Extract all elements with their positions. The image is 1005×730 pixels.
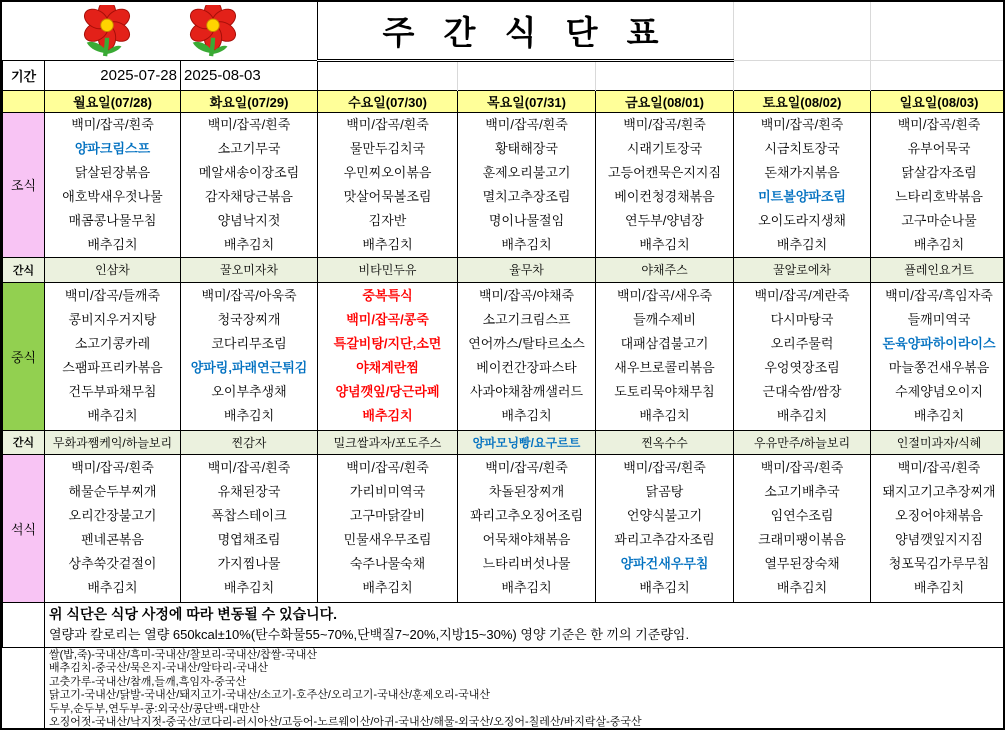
meal-label-lunch: 중식 <box>3 282 45 430</box>
menu-item: 소고기무국 <box>217 140 281 156</box>
menu-item: 가리비미역국 <box>349 484 426 499</box>
menu-item: 명엽채조림 <box>217 532 281 547</box>
breakfast-day-2 <box>181 112 318 257</box>
menu-item: 돈채가지볶음 <box>764 164 840 180</box>
menu-item: 미트볼양파조림 <box>758 188 846 204</box>
flowers-decoration <box>3 2 318 60</box>
dinner-day-7 <box>871 454 1005 602</box>
empty-cell <box>734 2 871 60</box>
menu-item: 백미/잡곡/흰죽 <box>346 116 429 132</box>
menu-item: 비타민두유 <box>358 263 417 277</box>
menu-item: 밀크쌀과자/포도주스 <box>333 435 442 450</box>
notice-nutrition: 열량과 칼로리는 열량 650kcal±10%(탄수화물55~70%,단백질7~20%,지방15~30%) 영양 기준은 한 끼의 기준량임. <box>49 627 690 642</box>
menu-item: 느타리호박볶음 <box>895 188 983 204</box>
menu-item: 백미/잡곡/콩죽 <box>346 312 429 327</box>
empty-cell <box>596 60 734 90</box>
empty-side-cell <box>3 602 45 647</box>
menu-item: 우엉엿장조림 <box>764 360 840 375</box>
period-end-date: 2025-08-03 <box>181 60 318 90</box>
day-header-corner <box>3 90 45 112</box>
meal-row-snack-pm <box>3 430 1005 454</box>
menu-item: 폭찹스테이크 <box>211 508 287 523</box>
menu-item: 배추김치 <box>639 408 690 423</box>
breakfast-day-7 <box>871 112 1005 257</box>
lunch-day-7 <box>871 282 1005 430</box>
breakfast-day-6 <box>734 112 871 257</box>
menu-item: 감자채당근볶음 <box>205 188 293 204</box>
menu-item: 연두부/양념장 <box>625 212 704 228</box>
page-title: 주 간 식 단 표 <box>318 2 734 60</box>
snack-am-day-5 <box>596 257 734 282</box>
period-label: 기간 <box>3 60 45 90</box>
menu-item: 꿀오미자차 <box>220 263 278 277</box>
breakfast-day-1 <box>45 112 181 257</box>
menu-item: 배추김치 <box>913 580 965 595</box>
menu-item: 임연수조림 <box>770 508 834 523</box>
menu-item: 유채된장국 <box>217 484 281 499</box>
menu-item: 느타리버섯나물 <box>482 556 571 571</box>
menu-item: 맛살어묵볼조림 <box>343 188 432 204</box>
snack-pm-day-7 <box>871 430 1005 454</box>
menu-item: 배추김치 <box>87 408 138 423</box>
dinner-day-4 <box>458 454 596 602</box>
empty-cell <box>458 60 596 90</box>
snack-pm-day-2 <box>181 430 318 454</box>
origins-row <box>3 647 1005 730</box>
menu-item: 백미/잡곡/흰죽 <box>207 460 291 475</box>
menu-item: 배추김치 <box>501 580 552 595</box>
menu-item: 인절미과자/식혜 <box>896 435 982 450</box>
menu-item: 청포묵김가루무침 <box>888 556 990 571</box>
empty-cell <box>871 60 1005 90</box>
menu-item: 꿀알로에차 <box>773 263 832 277</box>
flower-icon <box>163 5 263 59</box>
day-header-sat: 토요일(08/02) <box>734 90 871 112</box>
notes-row <box>3 602 1005 647</box>
menu-item: 배추김치 <box>87 236 138 252</box>
breakfast-day-3 <box>318 112 458 257</box>
lunch-day-6 <box>734 282 871 430</box>
period-start-date: 2025-07-28 <box>45 60 181 90</box>
menu-item: 인삼차 <box>95 263 130 277</box>
menu-item: 유부어묵국 <box>907 140 971 156</box>
menu-item: 연어까스/탈타르소스 <box>468 336 585 351</box>
meal-label-snack-am: 간식 <box>3 257 45 282</box>
menu-item: 백미/잡곡/흰죽 <box>623 460 706 475</box>
dinner-day-5 <box>596 454 734 602</box>
lunch-day-2 <box>181 282 318 430</box>
day-header-sun: 일요일(08/03) <box>871 90 1005 112</box>
menu-item: 특갈비탕/지단,소면 <box>333 336 442 351</box>
origin-line-tofu: 두부,순두부,연두부-콩:외국산/콩단백-대만산 <box>49 702 260 715</box>
menu-item: 백미/잡곡/흰죽 <box>71 460 154 475</box>
menu-item: 대패삼겹불고기 <box>620 336 709 351</box>
menu-item: 스팸파프리카볶음 <box>62 360 163 375</box>
menu-item: 백미/잡곡/흰죽 <box>760 116 844 132</box>
menu-item: 백미/잡곡/야채죽 <box>478 288 575 303</box>
menu-item: 배추김치 <box>223 408 275 423</box>
menu-item: 백미/잡곡/흰죽 <box>897 460 981 475</box>
menu-item: 수제양념오이지 <box>895 384 983 399</box>
menu-item: 배추김치 <box>501 408 552 423</box>
meal-row-lunch <box>3 282 1005 430</box>
menu-item: 고구마닭갈비 <box>349 508 426 523</box>
snack-am-day-7 <box>871 257 1005 282</box>
dinner-day-1 <box>45 454 181 602</box>
menu-item: 근대숙쌈/쌈장 <box>762 384 842 399</box>
menu-item: 백미/잡곡/새우죽 <box>616 288 713 303</box>
menu-item: 매콤콩나물무침 <box>68 212 157 228</box>
menu-item: 플레인요거트 <box>904 263 974 277</box>
menu-item: 꽈리고추감자조림 <box>614 532 715 547</box>
day-header-row <box>3 90 1005 112</box>
meal-row-snack-am <box>3 257 1005 282</box>
menu-item: 백미/잡곡/흰죽 <box>71 116 154 132</box>
menu-item: 야채계란찜 <box>356 360 419 375</box>
snack-pm-day-5 <box>596 430 734 454</box>
empty-side-cell <box>3 647 45 730</box>
menu-item: 우유만주/하늘보리 <box>753 435 851 450</box>
menu-item: 시래기토장국 <box>626 140 703 156</box>
notice-variability: 위 식단은 식당 사정에 따라 변동될 수 있습니다. <box>49 606 338 622</box>
menu-item: 백미/잡곡/들깨죽 <box>64 288 161 303</box>
menu-item: 배추김치 <box>776 580 828 595</box>
menu-item: 건두부파채무침 <box>68 384 157 399</box>
menu-item: 소고기크림스프 <box>482 312 571 327</box>
meal-label-breakfast: 조식 <box>3 112 45 257</box>
lunch-day-3 <box>318 282 458 430</box>
dinner-day-2 <box>181 454 318 602</box>
origin-line-spices: 고춧가루-국내산/참깨,들깨,흑임자-중국산 <box>49 675 247 688</box>
menu-item: 다시마탕국 <box>770 312 834 327</box>
menu-item: 배추김치 <box>639 236 690 252</box>
menu-item: 시금치토장국 <box>764 140 840 156</box>
menu-item: 닭곰탕 <box>645 484 684 499</box>
menu-item: 애호박새우젓나물 <box>62 188 163 204</box>
menu-item: 청국장찌개 <box>217 312 281 327</box>
menu-item: 열무된장숙채 <box>764 556 840 571</box>
menu-item: 찐옥수수 <box>641 435 688 450</box>
menu-item: 고등어캔묵은지지짐 <box>608 164 722 180</box>
menu-item: 우민찌오이볶음 <box>343 164 432 180</box>
header-band <box>3 2 1005 60</box>
snack-pm-day-6 <box>734 430 871 454</box>
menu-item: 양파건새우무침 <box>620 556 709 571</box>
origin-line-kimchi: 배추김치-중국산/묵은지-국내산/알타리-국내산 <box>49 662 268 675</box>
menu-item: 율무차 <box>509 263 544 277</box>
menu-item: 소고기콩카레 <box>74 336 151 351</box>
origin-line-meat: 닭고기-국내산/닭발-국내산/돼지고기-국내산/소고기-호주산/오리고기-국내산/훈제오리-국내산 <box>49 689 491 702</box>
menu-item: 오리주물럭 <box>770 336 834 351</box>
menu-item: 야채주스 <box>641 263 688 277</box>
meal-row-breakfast <box>3 112 1005 257</box>
menu-item: 메알새송이장조림 <box>198 164 300 180</box>
menu-item: 소고기배추국 <box>764 484 840 499</box>
day-header-fri: 금요일(08/01) <box>596 90 734 112</box>
menu-item: 크래미팽이볶음 <box>758 532 846 547</box>
menu-item: 오이도라지생채 <box>758 212 846 228</box>
menu-item: 백미/잡곡/흰죽 <box>760 460 844 475</box>
menu-item: 훈제오리불고기 <box>482 164 571 180</box>
period-row <box>3 60 1005 90</box>
menu-item: 언양식불고기 <box>626 508 703 523</box>
snack-pm-day-3 <box>318 430 458 454</box>
menu-item: 백미/잡곡/흑임자죽 <box>885 288 993 303</box>
origin-line-seafood: 오징어젓-국내산/낙지젓-중국산/코다리-러시아산/고등어-노르웨이산/아귀-국내산/해물-외국산/오징어-칠레산/바지락살-중국산 <box>49 716 642 729</box>
menu-item: 멸치고추장조림 <box>482 188 571 204</box>
menu-item: 백미/잡곡/흰죽 <box>485 460 568 475</box>
menu-item: 민물새우무조림 <box>343 532 432 547</box>
menu-item: 사과야채참깨샐러드 <box>470 384 584 399</box>
lunch-day-1 <box>45 282 181 430</box>
breakfast-day-5 <box>596 112 734 257</box>
menu-item: 들깨수제비 <box>633 312 696 327</box>
menu-item: 백미/잡곡/흰죽 <box>897 116 981 132</box>
menu-item: 닭살감자조림 <box>901 164 977 180</box>
snack-am-day-3 <box>318 257 458 282</box>
snack-pm-day-4 <box>458 430 596 454</box>
menu-item: 펜네콘볶음 <box>81 532 144 547</box>
menu-item: 코다리무조림 <box>211 336 287 351</box>
menu-item: 돈육양파하이라이스 <box>882 336 996 351</box>
menu-item: 배추김치 <box>223 580 275 595</box>
origin-line-rice: 쌀(밥,죽)-국내산/흑미-국내산/찰보리-국내산/찹쌀-국내산 <box>49 648 317 661</box>
menu-item: 도토리묵야채무침 <box>614 384 715 399</box>
menu-item: 배추김치 <box>362 408 413 423</box>
lunch-day-5 <box>596 282 734 430</box>
menu-item: 백미/잡곡/계란죽 <box>754 288 850 303</box>
menu-item: 배추김치 <box>913 236 965 252</box>
menu-item: 새우브로콜리볶음 <box>614 360 715 375</box>
menu-item: 숙주나물숙채 <box>349 556 426 571</box>
menu-item: 배추김치 <box>501 236 552 252</box>
menu-item: 백미/잡곡/아욱죽 <box>201 288 297 303</box>
menu-item: 어묵채야채볶음 <box>482 532 571 547</box>
menu-item: 배추김치 <box>87 580 138 595</box>
menu-item: 김자반 <box>368 212 407 228</box>
snack-am-day-2 <box>181 257 318 282</box>
menu-item: 백미/잡곡/흰죽 <box>346 460 429 475</box>
menu-item: 양파링,파래연근튀김 <box>190 360 308 375</box>
menu-item: 배추김치 <box>776 236 828 252</box>
snack-am-day-1 <box>45 257 181 282</box>
meal-label-dinner: 석식 <box>3 454 45 602</box>
menu-item: 양파모닝빵/요구르트 <box>472 435 581 450</box>
menu-item: 양념깻잎/당근라페 <box>335 384 440 399</box>
menu-item: 배추김치 <box>223 236 275 252</box>
menu-item: 베이컨청경채볶음 <box>614 188 715 204</box>
snack-pm-day-1 <box>45 430 181 454</box>
empty-cell <box>318 60 458 90</box>
menu-item: 마늘쫑건새우볶음 <box>888 360 990 375</box>
breakfast-day-4 <box>458 112 596 257</box>
menu-item: 찐감자 <box>231 435 267 450</box>
flower-icon <box>57 5 157 59</box>
menu-item: 오이부추생채 <box>211 384 287 399</box>
menu-item: 중복특식 <box>362 288 413 303</box>
menu-item: 닭살된장볶음 <box>74 164 151 180</box>
dinner-day-3 <box>318 454 458 602</box>
menu-item: 상추쑥갓겉절이 <box>68 556 157 571</box>
day-header-thu: 목요일(07/31) <box>458 90 596 112</box>
day-header-wed: 수요일(07/30) <box>318 90 458 112</box>
menu-item: 오리간장불고기 <box>68 508 157 523</box>
menu-item: 베이컨간장파스타 <box>476 360 577 375</box>
menu-item: 고구마순나물 <box>901 212 977 228</box>
menu-item: 백미/잡곡/흰죽 <box>207 116 291 132</box>
empty-cell <box>734 60 871 90</box>
day-header-mon: 월요일(07/28) <box>45 90 181 112</box>
menu-item: 백미/잡곡/흰죽 <box>485 116 568 132</box>
menu-item: 배추김치 <box>913 408 965 423</box>
menu-item: 꽈리고추오징어조림 <box>470 508 584 523</box>
menu-table <box>2 2 1005 730</box>
snack-am-day-6 <box>734 257 871 282</box>
menu-item: 무화과쨈케익/하늘보리 <box>52 435 173 450</box>
menu-item: 콩비지우거지탕 <box>68 312 157 327</box>
menu-item: 황태해장국 <box>495 140 558 156</box>
notes-cell <box>45 602 1005 647</box>
lunch-day-4 <box>458 282 596 430</box>
menu-item: 물만두김치국 <box>349 140 426 156</box>
menu-item: 백미/잡곡/흰죽 <box>623 116 706 132</box>
menu-item: 배추김치 <box>362 236 413 252</box>
menu-item: 들깨미역국 <box>907 312 971 327</box>
meal-label-snack-pm: 간식 <box>3 430 45 454</box>
menu-item: 양념깻잎지지짐 <box>895 532 983 547</box>
day-header-tue: 화요일(07/29) <box>181 90 318 112</box>
menu-item: 배추김치 <box>776 408 828 423</box>
origin-info <box>45 647 1005 730</box>
menu-item: 명이나물절임 <box>488 212 565 228</box>
menu-item: 돼지고기고추장찌개 <box>882 484 996 499</box>
meal-row-dinner <box>3 454 1005 602</box>
dinner-day-6 <box>734 454 871 602</box>
menu-item: 오징어야채볶음 <box>895 508 983 523</box>
menu-item: 차돌된장찌개 <box>488 484 565 499</box>
menu-item: 양념낙지젓 <box>217 212 281 228</box>
menu-item: 배추김치 <box>639 580 690 595</box>
empty-cell <box>871 2 1005 60</box>
menu-item: 가지찜나물 <box>217 556 281 571</box>
menu-item: 양파크림스프 <box>74 140 151 156</box>
menu-item: 해물순두부찌개 <box>68 484 157 499</box>
menu-item: 배추김치 <box>362 580 413 595</box>
snack-am-day-4 <box>458 257 596 282</box>
